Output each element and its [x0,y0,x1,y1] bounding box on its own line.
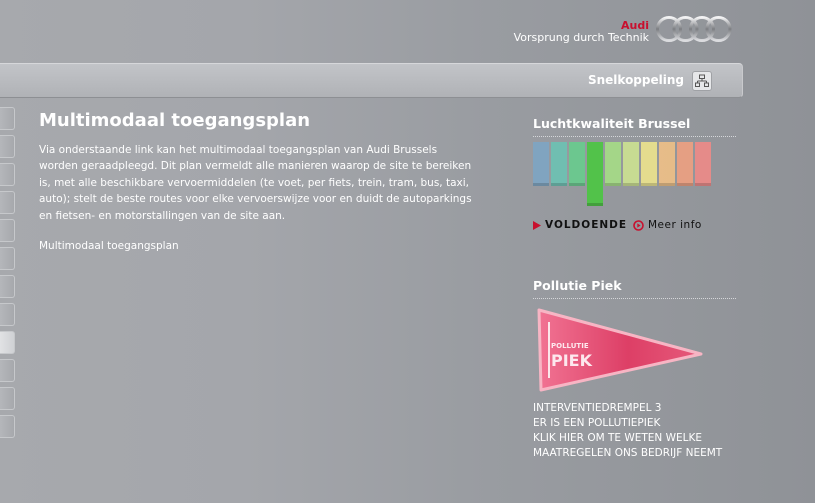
air-quality-level-label: VOLDOENDE [545,219,628,231]
pollution-line-1[interactable]: INTERVENTIEDREMPEL 3 [533,402,662,414]
side-tab-1[interactable] [0,107,15,130]
side-tab-11[interactable] [0,387,15,410]
pollution-info[interactable] [533,401,722,461]
page-title: Multimodaal toegangsplan [39,110,311,131]
side-tab-7[interactable] [0,275,15,298]
air-quality-level-2 [551,142,567,186]
play-circle-icon [633,220,644,231]
pennant-big-text: PIEK [551,351,593,370]
air-quality-heading: Luchtkwaliteit Brussel [533,116,736,137]
pollution-line-2[interactable]: ER IS EEN POLLUTIEPIEK [533,417,661,429]
side-menu [0,107,15,443]
side-tab-8[interactable] [0,303,15,326]
pollution-line-4[interactable]: MAATREGELEN ONS BEDRIJF NEEMT [533,447,723,459]
more-info-label: Meer info [648,219,702,231]
side-tab-6[interactable] [0,247,15,270]
more-info-link[interactable] [633,219,702,231]
side-tab-3[interactable] [0,163,15,186]
air-quality-level-9 [677,142,693,186]
side-tab-10[interactable] [0,359,15,382]
brand-name: Audi [621,19,649,32]
top-navbar [0,63,743,98]
side-tab-4[interactable] [0,191,15,214]
audi-rings-icon[interactable] [655,14,733,44]
pollution-heading: Pollutie Piek [533,278,736,299]
side-tab-12[interactable] [0,415,15,438]
air-quality-level-5 [605,142,621,186]
air-quality-level-10 [695,142,711,186]
side-tab-2[interactable] [0,135,15,158]
side-tab-9[interactable] [0,331,15,354]
triangle-right-icon [533,221,541,230]
shortcut-link[interactable]: Snelkoppeling [587,73,684,87]
pollution-line-3[interactable]: KLIK HIER OM TE WETEN WELKE [533,432,703,444]
access-plan-link[interactable]: Multimodaal toegangsplan [39,240,179,252]
air-quality-level-3 [569,142,585,186]
air-quality-level-8 [659,142,675,186]
air-quality-level [533,219,627,231]
pollution-pennant-icon[interactable] [533,306,705,392]
pennant-small-text: POLLUTIE [551,342,589,350]
sitemap-icon[interactable] [692,71,712,91]
air-quality-level-7 [641,142,657,186]
brand-tagline: Vorsprung durch Technik [513,31,649,44]
air-quality-level-6 [623,142,639,186]
air-quality-level-1 [533,142,549,186]
air-quality-level-4-active [587,142,603,206]
intro-text: Via onderstaande link kan het multimodaal toegangsplan van Audi Brussels worden geraadpleegd. Dit plan vermeldt alle manieren waarop de site te bereiken is, met alle beschikbare vervoermiddelen (te voet, per fiets, trein, tram, bus, taxi, auto); stelt de beste routes voor elke vervoerswijze voor en duidt de autoparkings en fietsen- en motorstallingen van de site aan. [39,144,472,222]
side-tab-5[interactable] [0,219,15,242]
